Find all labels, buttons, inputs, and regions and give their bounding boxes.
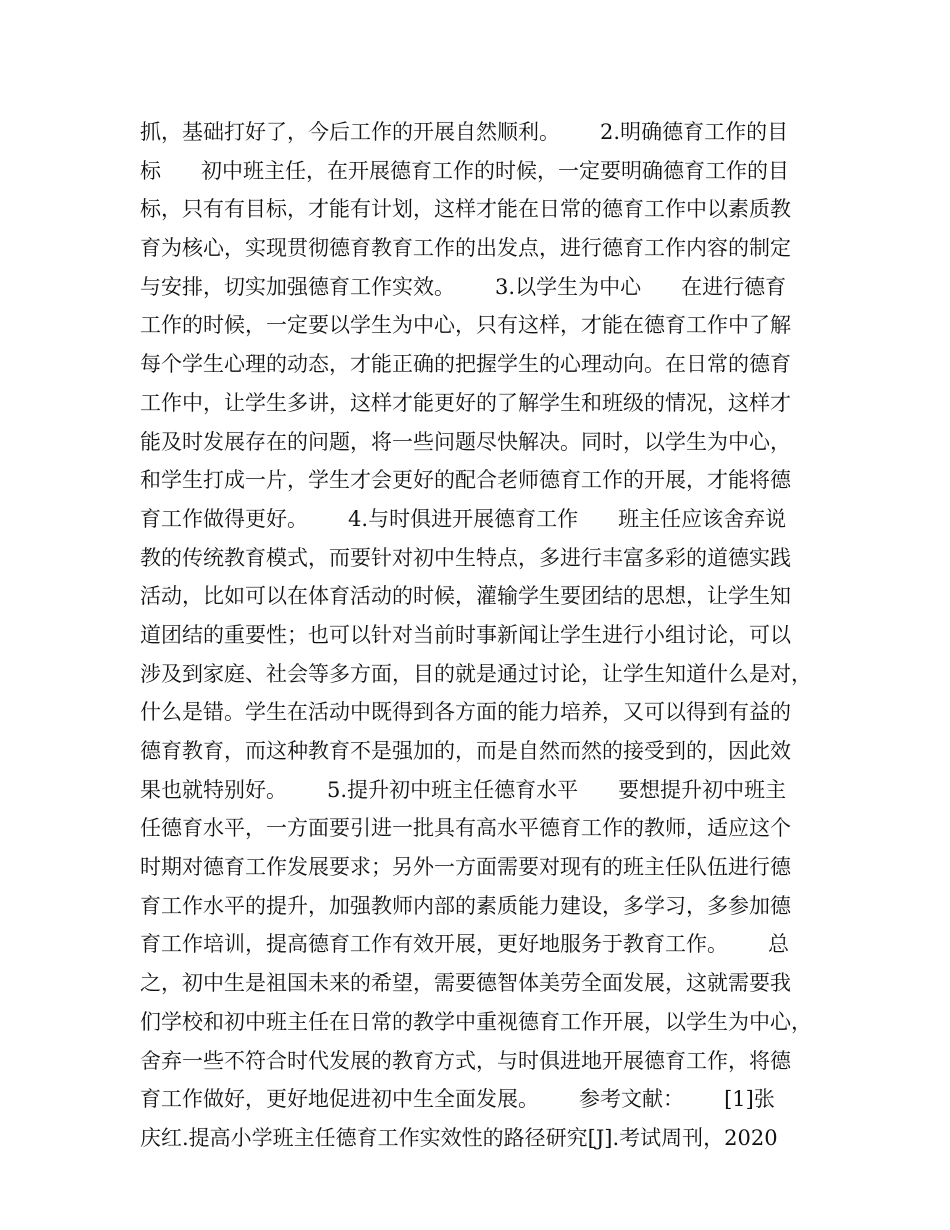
text-line: 舍弃一些不符合时代发展的教育方式，与时俱进地开展德育工作，将德 [140, 1048, 791, 1073]
text-line: 育工作做得更好。 4.与时俱进开展德育工作 班主任应该舍弃说 [140, 506, 787, 531]
text-line: 庆红.提高小学班主任德育工作实效性的路径研究[J].考试周刊，2020 [140, 1125, 778, 1150]
text-line: 之，初中生是祖国未来的希望，需要德智体美劳全面发展，这就需要我 [140, 971, 791, 996]
text-line: 什么是错。学生在活动中既得到各方面的能力培养，又可以得到有益的 [140, 700, 791, 725]
text-line: 时期对德育工作发展要求；另外一方面需要对现有的班主任队伍进行德 [140, 855, 791, 880]
text-line: 工作的时候，一定要以学生为中心，只有这样，才能在德育工作中了解 [140, 313, 791, 338]
text-line: 们学校和初中班主任在日常的教学中重视德育工作开展，以学生为中心， [140, 1009, 812, 1034]
text-line: 道团结的重要性；也可以针对当前时事新闻让学生进行小组讨论，可以 [140, 622, 791, 647]
text-line: 果也就特别好。 5.提升初中班主任德育水平 要想提升初中班主 [140, 777, 787, 802]
text-line: 和学生打成一片，学生才会更好的配合老师德育工作的开展，才能将德 [140, 468, 791, 493]
text-line: 与安排，切实加强德育工作实效。 3.以学生为中心 在进行德育 [140, 274, 787, 299]
text-line: 涉及到家庭、社会等多方面，目的就是通过讨论，让学生知道什么是对， [140, 661, 812, 686]
text-line: 育工作培训，提高德育工作有效开展，更好地服务于教育工作。 总 [140, 932, 790, 957]
text-line: 活动，比如可以在体育活动的时候，灌输学生要团结的思想，让学生知 [140, 584, 791, 609]
text-line: 工作中，让学生多讲，这样才能更好的了解学生和班级的情况，这样才 [140, 390, 791, 415]
text-line: 能及时发展存在的问题，将一些问题尽快解决。同时，以学生为中心， [140, 429, 791, 454]
text-line: 德育教育，而这种教育不是强加的，而是自然而然的接受到的，因此效 [140, 739, 791, 763]
text-line: 教的传统教育模式，而要针对初中生特点，多进行丰富多彩的道德实践 [140, 545, 791, 570]
body-text [140, 113, 830, 1158]
text-line: 抓，基础打好了，今后工作的开展自然顺利。 2.明确德育工作的目 [140, 120, 789, 144]
text-line: 任德育水平，一方面要引进一批具有高水平德育工作的教师，适应这个 [140, 816, 791, 841]
text-line: 每个学生心理的动态，才能正确的把握学生的心理动向。在日常的德育 [140, 352, 791, 377]
text-line: 标，只有有目标，才能有计划，这样才能在日常的德育工作中以素质教 [140, 197, 791, 222]
text-line: 育工作水平的提升，加强教师内部的素质能力建设，多学习，多参加德 [140, 893, 791, 918]
text-line: 育为核心，实现贯彻德育教育工作的出发点，进行德育工作内容的制定 [140, 236, 791, 261]
text-line: 标 初中班主任，在开展德育工作的时候，一定要明确德育工作的目 [140, 158, 790, 183]
text-line: 育工作做好，更好地促进初中生全面发展。 参考文献： [1]张 [140, 1087, 775, 1112]
